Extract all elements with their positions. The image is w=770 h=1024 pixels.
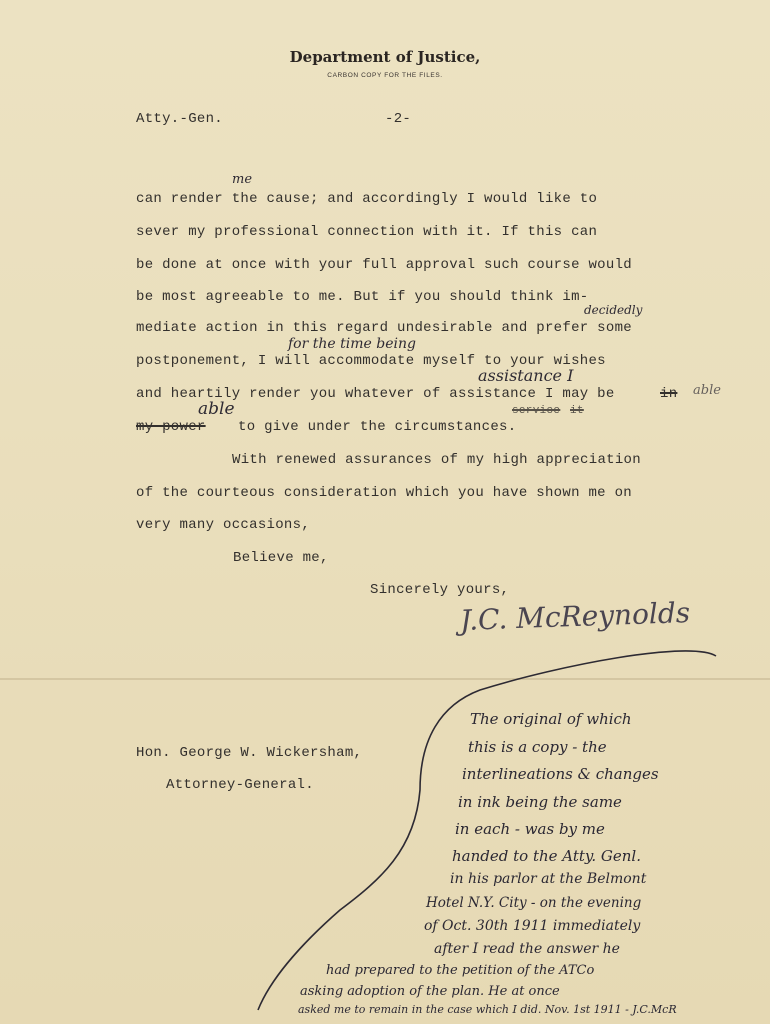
body-line-8: to give under the circumstances. <box>238 419 517 435</box>
insert-decidedly: decidedly <box>584 303 643 317</box>
body-line-4: be most agreeable to me. But if you should think im- <box>136 289 589 305</box>
letterhead-subtitle: CARBON COPY FOR THE FILES. <box>327 72 443 79</box>
note-line-7: in his parlor at the Belmont <box>450 871 647 887</box>
page-header-addressee: Atty.-Gen. <box>136 111 224 127</box>
insert-able: able <box>198 399 235 419</box>
body-line-1: can render the cause; and accordingly I would like to <box>136 191 598 207</box>
note-line-1: The original of which <box>470 710 632 728</box>
note-line-9: of Oct. 30th 1911 immediately <box>424 918 641 934</box>
page-number: -2- <box>385 111 412 127</box>
struck-it: it <box>570 405 584 417</box>
note-line-2: this is a copy - the <box>468 738 607 756</box>
body-line-9: With renewed assurances of my high appreciation <box>232 452 641 468</box>
note-line-8: Hotel N.Y. City - on the evening <box>426 895 642 911</box>
closing-sincerely: Sincerely yours, <box>370 582 510 598</box>
note-line-13: asked me to remain in the case which I did. Nov. 1st 1911 - J.C.McR <box>298 1003 677 1016</box>
body-line-3: be done at once with your full approval such course would <box>136 257 632 273</box>
note-line-6: handed to the Atty. Genl. <box>452 847 642 865</box>
note-line-4: in ink being the same <box>458 793 622 811</box>
struck-in: in <box>660 386 678 402</box>
note-line-3: interlineations & changes <box>462 765 659 783</box>
body-line-5: mediate action in this regard undesirable and prefer some <box>136 320 632 336</box>
body-line-6: postponement, I will accommodate myself to your wishes <box>136 353 606 369</box>
note-line-12: asking adoption of the plan. He at once <box>300 984 560 999</box>
note-line-10: after I read the answer he <box>434 941 620 957</box>
struck-service: service <box>512 405 561 417</box>
letterhead-department: Department of Justice, <box>289 48 481 66</box>
recipient-title: Attorney-General. <box>166 777 314 793</box>
note-line-5: in each - was by me <box>455 820 605 838</box>
closing-believe: Believe me, <box>233 550 329 566</box>
struck-my-power: my power <box>136 419 206 435</box>
recipient-name: Hon. George W. Wickersham, <box>136 745 363 761</box>
body-line-11: very many occasions, <box>136 517 311 533</box>
insert-me: me <box>232 172 253 187</box>
body-line-7: and heartily render you whatever of assistance I may be <box>136 386 615 402</box>
insert-assistance: assistance I <box>478 366 574 385</box>
body-line-10: of the courteous consideration which you have shown me on <box>136 485 632 501</box>
signature: J.C. McReynolds <box>459 595 691 638</box>
insert-for-the-time-being: for the time being <box>288 336 416 352</box>
note-line-11: had prepared to the petition of the ATCo <box>326 963 595 978</box>
margin-able: able <box>693 383 721 398</box>
body-line-2: sever my professional connection with it. If this can <box>136 224 598 240</box>
